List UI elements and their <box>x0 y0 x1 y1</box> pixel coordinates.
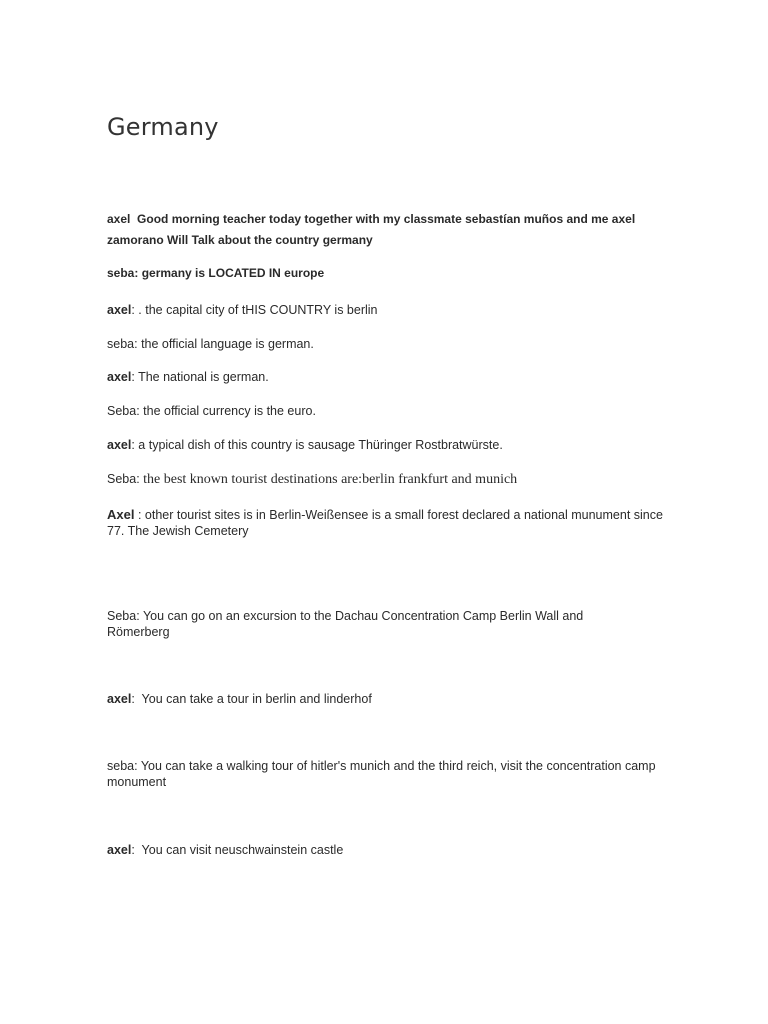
line-text: other tourist sites is in Berlin-Weißensee is a small forest declared a national munument since 77. The Jewish Cemetery <box>107 508 663 538</box>
speaker-name: seba <box>107 337 135 351</box>
line-text: You can go on an excursion to the Dachau Concentration Camp Berlin Wall and Römerberg <box>107 609 584 639</box>
speaker-name: axel <box>107 212 131 226</box>
line-text: You can take a tour in berlin and linderhof <box>141 692 372 706</box>
speaker-separator: : <box>134 337 142 351</box>
speaker-name: Seba <box>107 404 137 418</box>
speaker-separator: : <box>131 692 142 706</box>
speaker-separator: : <box>134 508 145 522</box>
dialogue-line-3 <box>107 302 667 318</box>
line-text: You can take a walking tour of hitler's munich and the third reich, visit the concentration camp monument <box>107 759 656 789</box>
line-text: The national is german. <box>138 370 269 384</box>
dialogue-line-9 <box>107 507 667 539</box>
line-text: You can visit neuschwainstein castle <box>141 843 344 857</box>
speaker-separator: : <box>136 404 144 418</box>
dialogue-line-4 <box>107 336 667 352</box>
line-text: the best known tourist destinations are:berlin frankfurt and munich <box>143 472 518 487</box>
speaker-name: Seba <box>107 472 137 486</box>
speaker-separator: : <box>136 609 143 623</box>
speaker-name: Seba <box>107 609 137 623</box>
dialogue-line-5 <box>107 369 667 385</box>
speaker-name: seba <box>107 266 135 280</box>
line-text: a typical dish of this country is sausage Thüringer Rostbratwürste. <box>138 438 503 452</box>
line-text: the official language is german. <box>141 337 314 351</box>
dialogue-line-7 <box>107 437 667 453</box>
speaker-name: axel <box>107 370 132 384</box>
speaker-name: axel <box>107 692 132 706</box>
dialogue-line-12 <box>107 758 657 790</box>
dialogue-line-13 <box>107 842 667 858</box>
line-text: the official currency is the euro. <box>143 404 316 418</box>
document-title: Germany <box>107 113 219 141</box>
speaker-separator: : <box>131 370 139 384</box>
dialogue-line-6 <box>107 403 667 419</box>
speaker-separator: : <box>131 843 142 857</box>
dialogue-line-8 <box>107 471 667 488</box>
speaker-separator: : . <box>131 303 146 317</box>
speaker-name: Axel <box>107 507 135 522</box>
dialogue-line-10 <box>107 608 637 640</box>
speaker-separator: : <box>131 438 139 452</box>
speaker-name: axel <box>107 843 132 857</box>
line-text: Good morning teacher today together with my classmate sebastían muños and me axel zamorano Will Talk about the country germany <box>107 212 636 247</box>
speaker-name: seba <box>107 759 135 773</box>
dialogue-line-2 <box>107 263 667 284</box>
line-text: germany is LOCATED IN europe <box>141 266 325 280</box>
speaker-name: axel <box>107 438 132 452</box>
line-text: the capital city of tHIS COUNTRY is berlin <box>145 303 378 317</box>
speaker-separator: : <box>134 759 141 773</box>
dialogue-line-11 <box>107 691 667 707</box>
speaker-separator: : <box>134 266 142 280</box>
dialogue-line-1 <box>107 209 647 251</box>
speaker-name: axel <box>107 303 132 317</box>
speaker-separator: : <box>136 472 144 486</box>
